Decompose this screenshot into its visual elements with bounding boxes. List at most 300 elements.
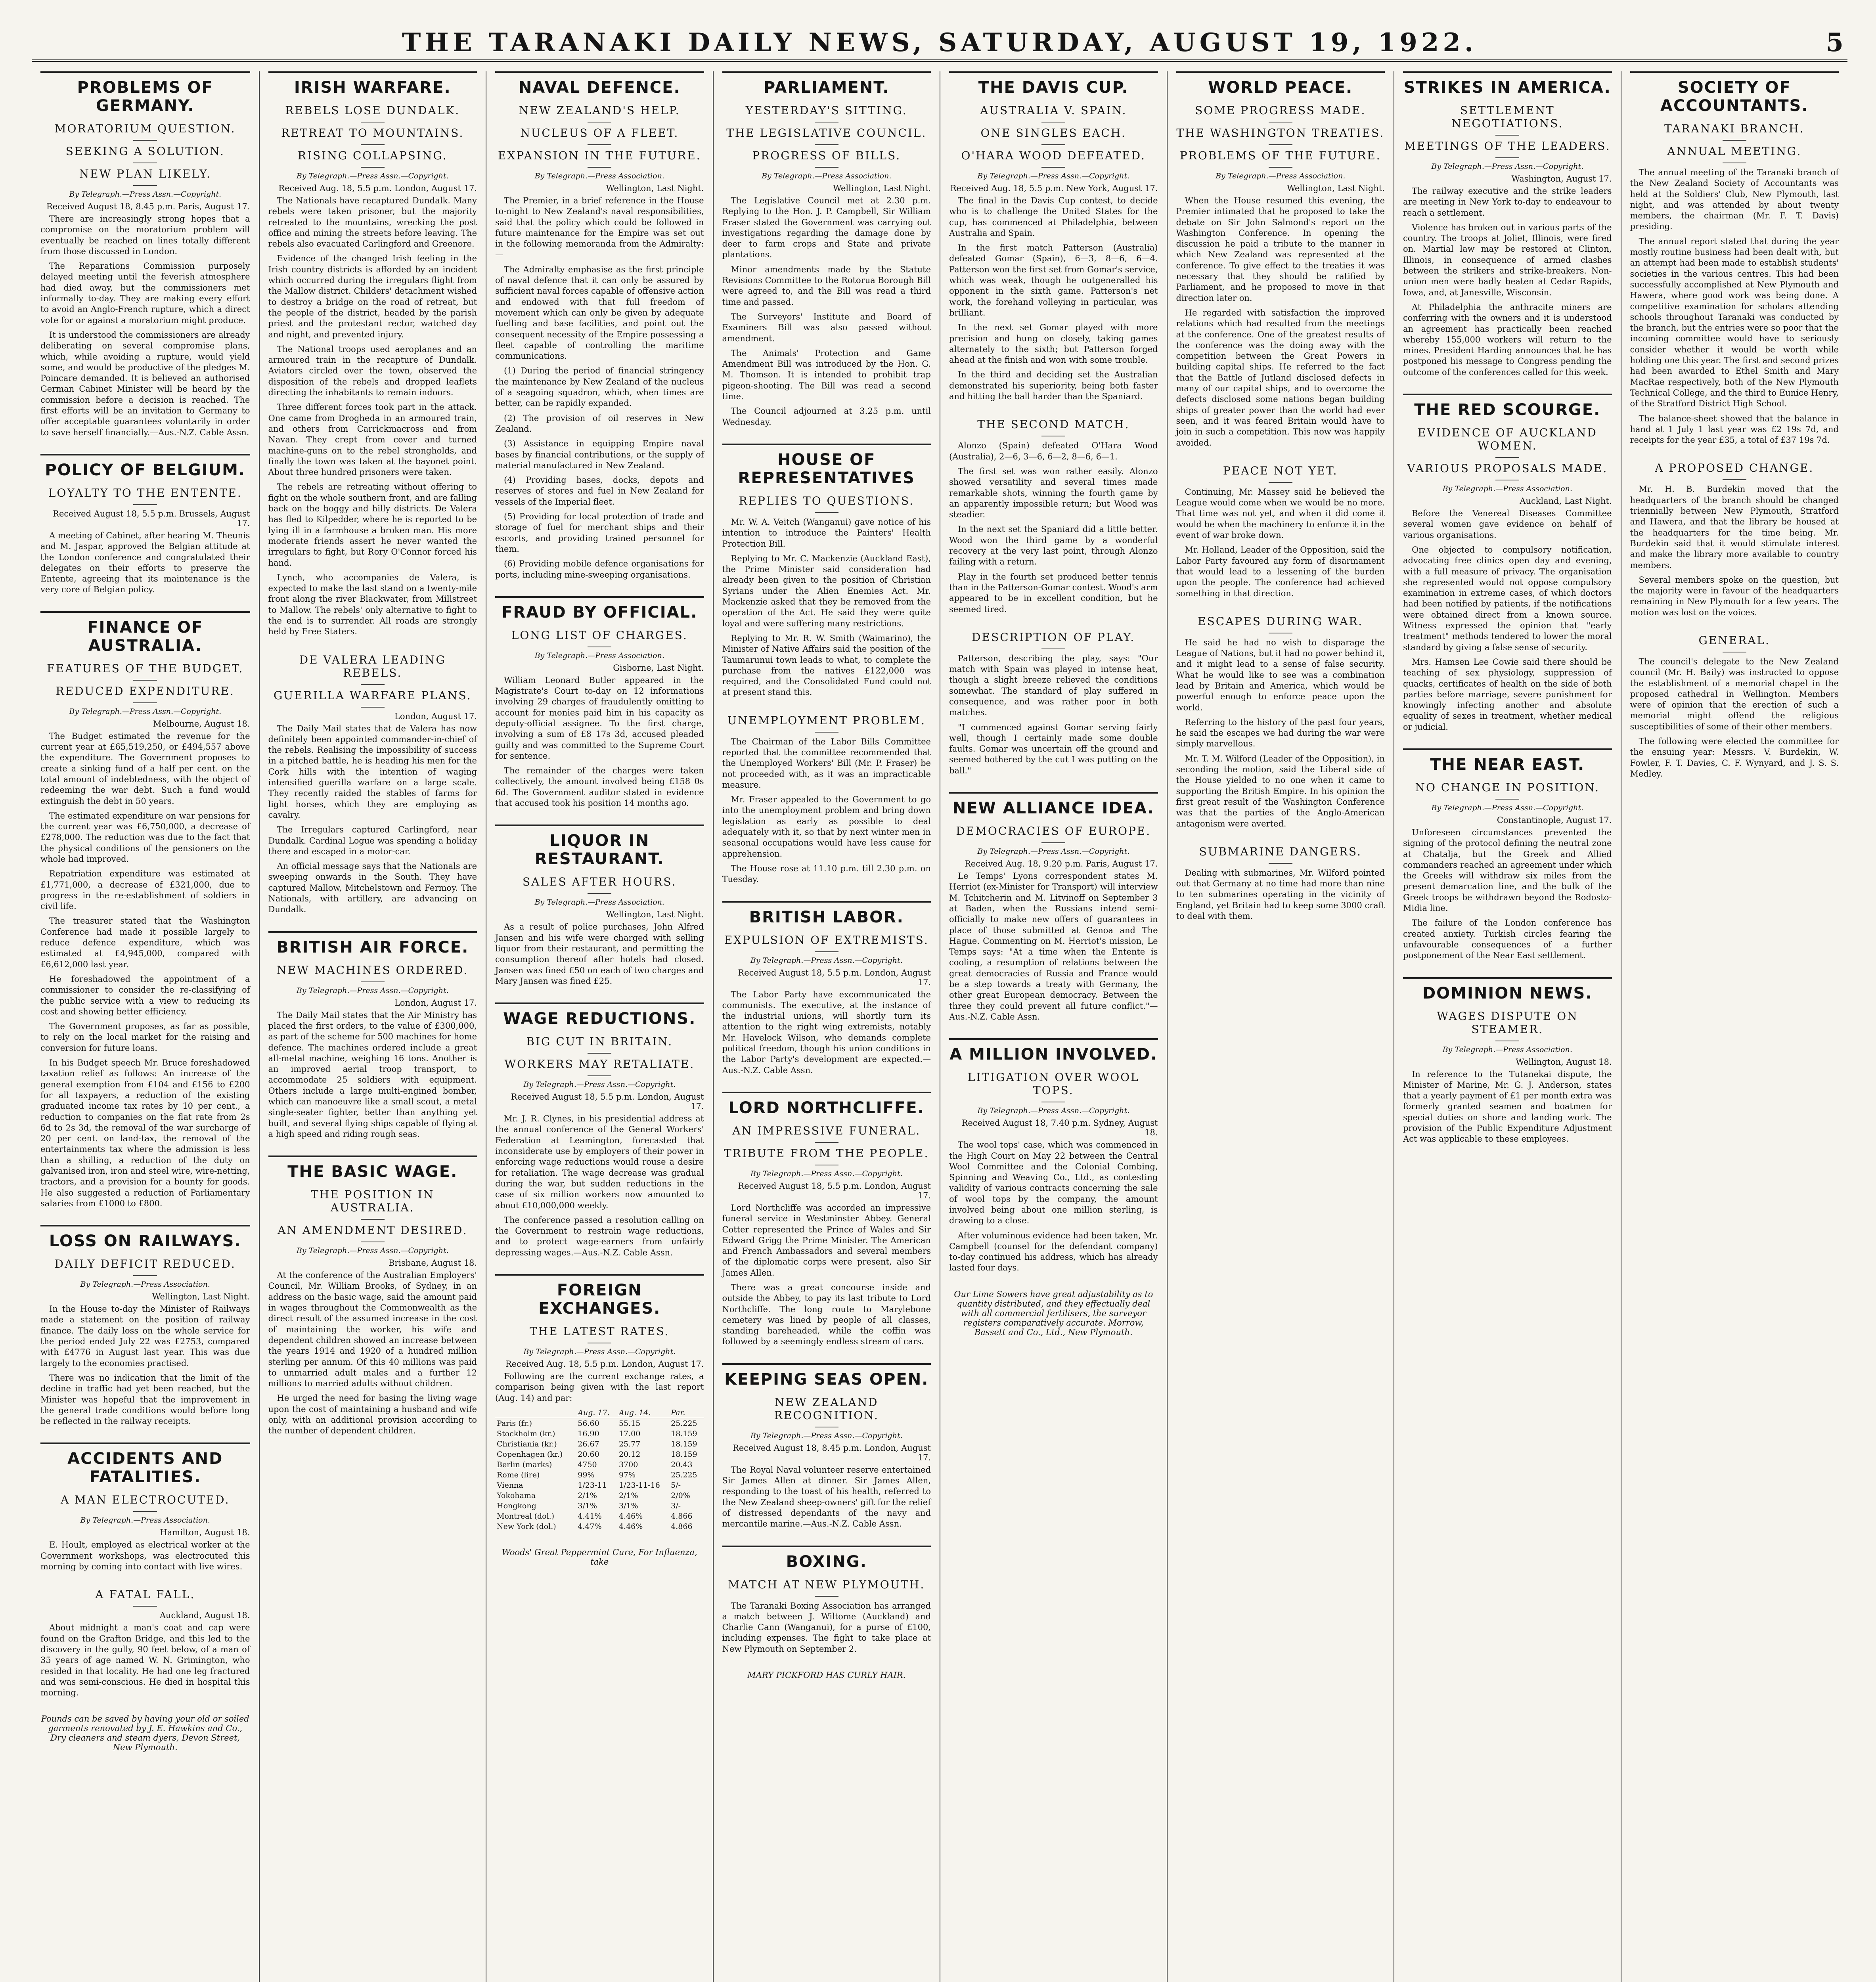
article-paragraph: (6) Providing mobile defence organisations for ports, including mine-sweeping organisations. (495, 559, 704, 580)
article-body (722, 195, 931, 428)
table-cell: 20.43 (671, 1460, 693, 1469)
article-body (40, 530, 250, 595)
article-headline: THE NEAR EAST. (1430, 755, 1585, 774)
article-paragraph: In the next set Gomar played with more precision and hung on closely, taking games alternately to the sixth; but Patterson forged ahead at the finish and won with some trouble. (949, 323, 1158, 365)
table-cell: 4.46% (618, 1522, 643, 1531)
page-number: 5 (1826, 28, 1843, 57)
article-paragraph: Repatriation expenditure was estimated at £1,771,000, a decrease of £321,000, due to progress in the re-establishment of soldiers in civil life. (40, 869, 250, 911)
article-paragraph: Before the Venereal Diseases Committee several women gave evidence on behalf of various organisations. (1403, 509, 1612, 540)
article (495, 825, 704, 987)
article (1176, 845, 1385, 922)
headline-rule (40, 71, 250, 73)
column-content (40, 71, 250, 1758)
table-cell: 97% (618, 1470, 636, 1479)
article-dateline: Brisbane, August 18. (388, 1258, 477, 1268)
article-paragraph: Mr. T. M. Wilford (Leader of the Opposition), in seconding the motion, said the Liberal side of the House yielded to no one when it came to supporting the British Empire. In his opinion the first great result of the Washington Conference was that the parties of the Anglo-American antagonism were averted. (1176, 754, 1385, 828)
table-cell: 18.159 (671, 1450, 697, 1459)
article-subheading: REPLIES TO QUESTIONS. (722, 494, 931, 513)
article-subheading: LOYALTY TO THE ENTENTE. (40, 486, 250, 505)
article-paragraph: In reference to the Tutanekai dispute, the Minister of Marine, Mr. G. J. Anderson, states that a yearly payment of £1 per month extra was formerly granted seamen and boatmen for special duties on shore and landing work. The provision of the Public Expenditure Adjustment Act was applicable to these employees. (1403, 1069, 1612, 1144)
table-head (495, 1408, 704, 1418)
table-header-cell: Par. (669, 1408, 704, 1418)
article-headline: THE BASIC WAGE. (287, 1163, 458, 1181)
article (722, 1363, 931, 1530)
article-paragraph: The Chairman of the Labor Bills Committee reported that the committee recommended that the Unemployed Workers' Bill (Mr. P. Fraser) be not proceeded with, as it was an impracticable measure. (722, 737, 931, 790)
headline-rule (949, 71, 1158, 73)
article-paragraph: The Animals' Protection and Game Amendment Bill was introduced by the Hon. G. M. Thomson. It is intended to prohibit trap pigeon-shooting. The Bill was read a second time. (722, 348, 931, 402)
article-headline: ACCIDENTS AND FATALITIES. (67, 1450, 223, 1486)
article (40, 454, 250, 595)
table-header-cell (495, 1408, 576, 1418)
article (722, 1092, 931, 1347)
article-paragraph: Evidence of the changed Irish feeling in the Irish country districts is afforded by an incident which occurred during the irregulars flight from the Mallow district. Childers' detachment wished to destroy a bridge on the road of retreat, but the people of the district, headed by the parish priest and the protestant rector, watched day and night, and prevented injury. (268, 254, 477, 339)
article (40, 71, 250, 438)
article (268, 71, 477, 637)
article (722, 71, 931, 428)
column-6 (1167, 71, 1394, 1982)
article-body (1630, 167, 1839, 446)
table-cell: 2/0% (671, 1491, 690, 1500)
article-paragraph: There are increasingly strong hopes that a compromise on the moratorium problem will eventually be reached on lines totally different from those discussed in London. (40, 214, 250, 256)
article-byline: By Telegraph.—Press Assn.—Copyright. (69, 190, 222, 199)
article-paragraph: (3) Assistance in equipping Empire naval bases by financial contributions, or the supply of material manufactured in New Zealand. (495, 439, 704, 470)
article (1403, 748, 1612, 961)
table-cell: 20.12 (618, 1450, 641, 1459)
article (495, 596, 704, 809)
article-subheading: REBELS LOSE DUNDALK. (268, 104, 477, 122)
article-paragraph: Several members spoke on the question, but the majority were in favour of the headquarters remaining in New Plymouth for a few years. The motion was lost on the voices. (1630, 575, 1839, 617)
article (949, 71, 1158, 402)
article-headline: LIQUOR IN RESTAURANT. (534, 832, 664, 869)
article-dateline: Received August 18, 8.45 p.m. Paris, August 17. (46, 202, 250, 211)
article-paragraph: The Nationals have recaptured Dundalk. Many rebels were taken prisoner, but the majority retreated to the mountains, wrecking the post office and mining the streets before leaving. The rebels also evacuated Carlingford and Greenore. (268, 196, 477, 249)
article-dateline: Received August 18, 5.5 p.m. London, August 17. (511, 1092, 704, 1112)
article-body (1403, 827, 1612, 961)
article (1630, 71, 1839, 446)
article-subheading: EXPANSION IN THE FUTURE. (495, 149, 704, 168)
article-paragraph: He said he had no wish to disparage the League of Nations, but it had no power behind it, and it might lead to a sense of false security. What he would like to see was a combination lead by Britain and America, which would be powerful enough to enforce peace upon the world. (1176, 637, 1385, 712)
newspaper-columns (32, 71, 1847, 1982)
advertisement: Pounds can be saved by having your old or soiled garments renovated by J. E. Hawkins and Co., Dry cleaners and steam dyers, Devon Street, New Plymouth. (41, 1714, 249, 1752)
table-row (495, 1449, 704, 1460)
article (40, 1225, 250, 1427)
table-row (495, 1521, 704, 1532)
article-byline: By Telegraph.—Press Assn.—Copyright. (296, 986, 449, 995)
article-paragraph: The estimated expenditure on war pensions for the current year was £6,750,000, a decrease of £278,000. The reduction was due to the fact that the physical conditions of the pensioners on the whole had improved. (40, 811, 250, 864)
headline-rule (495, 825, 704, 826)
table-cell: 5/- (671, 1481, 681, 1490)
article-headline: PARLIAMENT. (763, 78, 890, 97)
article (722, 901, 931, 1076)
article-byline: By Telegraph.—Press Assn.—Copyright. (296, 172, 449, 180)
article (1176, 71, 1385, 448)
article-paragraph: Mr. J. R. Clynes, in his presidential address at the annual conference of the General Workers' Federation at Leamington, forecasted that inconsiderate use by employers of their power in enforcing wage reductions would rouse a desire for retaliation. The wage decrease was gradual during the war, but sudden reductions in the case of six million workers now amounted to about £10,000,000 weekly. (495, 1114, 704, 1210)
article-dateline: Wellington, Last Night. (606, 184, 704, 193)
article-dateline: Received August 18, 5.5 p.m. London, August 17. (738, 968, 931, 987)
article-body (1176, 868, 1385, 922)
article-subheading: SOME PROGRESS MADE. (1176, 104, 1385, 122)
article-body (722, 737, 931, 885)
article-body (1630, 656, 1839, 779)
table-cell: 3700 (618, 1460, 638, 1469)
article-paragraph: William Leonard Butler appeared in the Magistrate's Court to-day on 12 informations involving 29 charges of fraudulently omitting to account for monies paid him in his capacity as deputy-official assignee. To the first charge, involving a sum of £8 17s 3d, accused pleaded guilty and was committed to the Supreme Court for sentence. (495, 675, 704, 761)
table-cell: Rome (lire) (497, 1470, 540, 1479)
article-paragraph: The wool tops' case, which was commenced in the High Court on May 22 between the Central Wool Committee and the Colonial Combing, Spinning and Weaving Co., Ltd., as contesting validity of various contracts concerning the sale of wool tops by the company, the amount involved being about one million sterling, is drawing to a close. (949, 1140, 1158, 1226)
article-paragraph: At Philadelphia the anthracite miners are conferring with the owners and it is understood an agreement has practically been reached whereby 155,000 workers will return to the mines. President Harding announces that he has postponed his message to Congress pending the outcome of the conferences called for this week. (1403, 302, 1612, 377)
table-row (495, 1470, 704, 1480)
article (949, 792, 1158, 1022)
table-cell: 25.225 (671, 1470, 697, 1479)
column-content (1403, 71, 1612, 1161)
article-paragraph: Le Temps' Lyons correspondent states M. Herriot (ex-Minister for Transport) will interview M. Tchitcherin and M. Litvinoff on September 3 at Baden, when the Russians intend semi-officially to make new offers of guarantees in place of those submitted at Genoa and The Hague. Commenting on M. Herriot's mission, Le Temps says: "At a time when the Entente is cooling, a resumption of relations between the great democracies of Russia and France would be a step towards a treaty with Germany, the other great European democracy. Between the three they could prevent all future conflict."—Aus.-N.Z. Cable Assn. (949, 871, 1158, 1022)
article-paragraph: He foreshadowed the appointment of a commissioner to consider the re-classifying of the public service with a view to reducing its cost and showing better efficiency. (40, 974, 250, 1016)
article (949, 1038, 1158, 1274)
article-subheading: LITIGATION OVER WOOL TOPS. (949, 1071, 1158, 1102)
headline-rule (268, 1156, 477, 1157)
article-subheading: UNEMPLOYMENT PROBLEM. (722, 714, 931, 733)
article-paragraph: "I commenced against Gomar serving fairly well, though I certainly made some double faults. Gomar was uncertain off the ground and seemed bothered by the cut I was putting on the ball." (949, 722, 1158, 775)
article-subheading: AUSTRALIA V. SPAIN. (949, 104, 1158, 122)
headline-rule (40, 1225, 250, 1226)
article-byline: By Telegraph.—Press Association. (80, 1280, 210, 1289)
article-byline: By Telegraph.—Press Association. (1442, 1045, 1572, 1054)
article-body (268, 1270, 477, 1436)
advertisement: Woods' Great Peppermint Cure, For Influenza, take (502, 1547, 697, 1567)
newspaper-title: THE TARANAKI DAILY NEWS, SATURDAY, AUGUST 19, 1922. (402, 28, 1478, 57)
article-paragraph: The National troops used aeroplanes and an armoured train in the recapture of Dundalk. Aviators circled over the town, observed the disposition of the rebels and dropped leaflets directing the inhabitants to remain indoors. (268, 344, 477, 398)
article (268, 931, 477, 1140)
article-byline: By Telegraph.—Press Assn.—Copyright. (69, 707, 222, 716)
column-4 (713, 71, 940, 1982)
article-body (1403, 508, 1612, 733)
article-subheading: PROGRESS OF BILLS. (722, 149, 931, 168)
table-cell: Stockholm (kr.) (497, 1429, 555, 1438)
table-cell: 3/1% (578, 1501, 597, 1510)
article-paragraph: The final in the Davis Cup contest, to decide who is to challenge the United States for the cup, has commenced at Philadelphia, between Australia and Spain. (949, 196, 1158, 238)
article-body (495, 675, 704, 809)
article-body (40, 1304, 250, 1427)
table-cell: 3/1% (618, 1501, 638, 1510)
table-row (495, 1460, 704, 1470)
article-subheading: O'HARA WOOD DEFEATED. (949, 149, 1158, 168)
column-content (722, 71, 931, 1685)
article-headline: SOCIETY OF ACCOUNTANTS. (1660, 78, 1809, 115)
article-dateline: Hamilton, August 18. (160, 1528, 250, 1538)
article-byline: By Telegraph.—Press Assn.—Copyright. (1431, 803, 1584, 812)
table-body (495, 1418, 704, 1532)
article-paragraph: One objected to compulsory notification, advocating free clinics open day and evening, with a full measure of privacy. The organisation she represented would not oppose compulsory examination in extreme cases, of which doctors had been notified by patients, if the notifications were obtained direct from a known source. Witness expressed the opinion that "early treatment" methods tendered to lower the moral standard by giving a false sense of security. (1403, 545, 1612, 652)
article-subheading: THE LATEST RATES. (495, 1325, 704, 1343)
article-dateline: Received August 18, 5.5 p.m. Brussels, August 17. (53, 509, 250, 528)
article (40, 1588, 250, 1698)
article-headline: WAGE REDUCTIONS. (503, 1010, 696, 1028)
article-subheading: VARIOUS PROPOSALS MADE. (1403, 462, 1612, 480)
article (722, 1546, 931, 1655)
table-cell: New York (dol.) (497, 1522, 556, 1531)
article-body (495, 922, 704, 987)
headline-rule (1630, 71, 1839, 73)
article-paragraph: Lord Northcliffe was accorded an impressive funeral service in Westminster Abbey. General Cotter represented the Prince of Wales and Sir Edward Grigg the Prime Minister. The American and French Ambassadors and several members of the diplomatic corps were present, also Sir James Allen. (722, 1203, 931, 1278)
headline-rule (268, 71, 477, 73)
article (40, 1442, 250, 1572)
article-byline: By Telegraph.—Press Association. (762, 172, 892, 180)
article-body (1403, 1069, 1612, 1145)
article-dateline: Constantinople, August 17. (1497, 815, 1612, 825)
table-cell: Copenhagen (kr.) (497, 1450, 563, 1459)
article (1403, 977, 1612, 1145)
article-headline: BRITISH AIR FORCE. (276, 938, 469, 957)
article-headline: FRAUD BY OFFICIAL. (502, 603, 698, 622)
table-row (495, 1511, 704, 1521)
article-subheading: ANNUAL MEETING. (1630, 145, 1839, 163)
article-subheading: THE POSITION IN AUSTRALIA. (268, 1188, 477, 1220)
article-headline: LORD NORTHCLIFFE. (728, 1098, 925, 1117)
article-paragraph: An official message says that the Nationals are sweeping onwards in the South. They have captured Mallow, Mitchelstown and Fermoy. The Nationals, with artillery, are advancing on Dundalk. (268, 861, 477, 914)
table-row (495, 1490, 704, 1501)
article-headline: THE DAVIS CUP. (978, 78, 1129, 97)
article-dateline: Auckland, August 18. (159, 1611, 250, 1620)
article-paragraph: The Admiralty emphasise as the first principle of naval defence that it can only be assured by sufficient naval forces capable of offensive action and endowed with that full freedom of movement which can only be given by adequate fuelling and base facilities, and point out the consequent necessity of the Empire possessing a fleet capable of controlling the maritime communications. (495, 264, 704, 361)
table-cell: 18.159 (671, 1439, 697, 1448)
article-body (949, 1140, 1158, 1274)
table-cell: Paris (fr.) (497, 1419, 532, 1428)
table-cell: 1/23-11-16 (618, 1481, 660, 1490)
article-paragraph: In the third and deciding set the Australian demonstrated his superiority, being both faster and hitting the ball harder than the Spaniard. (949, 370, 1158, 402)
article-paragraph: (4) Providing bases, docks, depots and reserves of stores and fuel in New Zealand for vessels of the Imperial fleet. (495, 475, 704, 507)
table-cell: 25.77 (618, 1439, 641, 1448)
article-subheading: TARANAKI BRANCH. (1630, 122, 1839, 141)
table-cell: Christiania (kr.) (497, 1439, 557, 1448)
article-paragraph: The rebels are retreating without offering to fight on the whole southern front, and are falling back on the boggy and hilly districts. De Valera has fled to Kilpedder, where he is reported to be lying ill in a farmhouse a broken man. His more moderate friends assert he never wanted the irregulars to fight, but Rory O'Connor forced his hand. (268, 482, 477, 568)
article-paragraph: The railway executive and the strike leaders are meeting in New York to-day to endeavour to reach a settlement. (1403, 186, 1612, 218)
article-paragraph: There was a great concourse inside and outside the Abbey, to pay its last tribute to Lord Northcliffe. The long route to Marylebone cemetery was lined by people of all classes, standing bareheaded, while the coffin was followed by a seemingly endless stream of cars. (722, 1283, 931, 1347)
article-paragraph: Three different forces took part in the attack. One came from Drogheda in an armoured train, and others from Carrickmacross and from Navan. They crept from cover and turned machine-guns on to the rebel strongholds, and finally the town was taken at the bayonet point. About three hundred prisoners were taken. (268, 402, 477, 477)
table-cell: 99% (578, 1470, 595, 1479)
article-headline: FOREIGN EXCHANGES. (538, 1281, 661, 1318)
article-subheading: LONG LIST OF CHARGES. (495, 629, 704, 647)
article-body (40, 1622, 250, 1698)
masthead (32, 28, 1847, 62)
article-dateline: Gisborne, Last Night. (613, 663, 704, 673)
table-cell: 16.90 (578, 1429, 599, 1438)
article-paragraph: The Labor Party have excommunicated the communists. The executive, at the instance of the industrial unions, will shortly turn its attention to the right wing extremists, notably Mr. Havelock Wilson, who demands complete political freedom, though his union conditions in the Labor Party's development are expected.—Aus.-N.Z. Cable Assn. (722, 989, 931, 1075)
article-subheading: SUBMARINE DANGERS. (1176, 845, 1385, 864)
article-body (40, 1540, 250, 1572)
headline-rule (722, 901, 931, 903)
table-cell: 4.41% (578, 1511, 602, 1521)
article-subheading: NEW ZEALAND'S HELP. (495, 104, 704, 122)
article-dateline: Received Aug. 18, 5.5 p.m. London, August 17. (278, 184, 477, 193)
article-body (1176, 487, 1385, 599)
article-byline: By Telegraph.—Press Assn.—Copyright. (977, 172, 1130, 180)
article-headline: THE RED SCOURGE. (1414, 401, 1601, 419)
article (722, 444, 931, 698)
article-paragraph: Mrs. Hamsen Lee Cowie said there should be teaching of sex physiology, suppression of quacks, certificates of health on the side of both parties before marriage, severe punishment for knowingly infecting another and absolute equality of sexes in treatment, whether medical or judicial. (1403, 657, 1612, 732)
article-body (722, 1601, 931, 1655)
article-subheading: THE SECOND MATCH. (949, 418, 1158, 436)
article-subheading: NUCLEUS OF A FLEET. (495, 126, 704, 145)
article-dateline: Wellington, August 18. (1516, 1057, 1612, 1067)
advertisement: MARY PICKFORD HAS CURLY HAIR. (747, 1670, 906, 1680)
column-7 (1394, 71, 1621, 1982)
article-subheading: NEW ZEALAND RECOGNITION. (722, 1396, 931, 1427)
column-1 (32, 71, 259, 1982)
article-subheading: DESCRIPTION OF PLAY. (949, 631, 1158, 649)
headline-rule (495, 596, 704, 598)
headline-rule (495, 1274, 704, 1276)
article-body (268, 1010, 477, 1140)
article-subheading: DE VALERA LEADING REBELS. (268, 653, 477, 685)
table-header-cell: Aug. 14. (617, 1408, 669, 1418)
headline-rule (1403, 394, 1612, 395)
headline-rule (722, 71, 931, 73)
article-subheading: PEACE NOT YET. (1176, 464, 1385, 483)
article-headline: NAVAL DEFENCE. (518, 78, 681, 97)
article-headline: POLICY OF BELGIUM. (45, 461, 246, 479)
article-paragraph: The failure of the London conference has created anxiety. Turkish circles fearing the unfavourable consequences of a further postponement of the Near East settlement. (1403, 918, 1612, 960)
article-headline: IRISH WARFARE. (294, 78, 451, 97)
headline-rule (40, 454, 250, 455)
article-body (1176, 195, 1385, 448)
article-paragraph: In the first match Patterson (Australia) defeated Gomar (Spain), 6—3, 8—6, 6—4. Patterson won the first set from Gomar's service, which was weak, though he outgeneralled his opponent in the sixth game. Patterson's net work, the forehand volleying in particular, was brilliant. (949, 243, 1158, 318)
article-paragraph: The annual meeting of the Taranaki branch of the New Zealand Society of Accountants was held at the Soldiers' Club, New Plymouth, last night, and was attended by about twenty members, the chairman (Mr. F. T. Davis) presiding. (1630, 168, 1839, 231)
article-byline: By Telegraph.—Press Assn.—Copyright. (523, 1080, 676, 1089)
article-dateline: Received Aug. 18, 5.5 p.m. London, August 17. (505, 1359, 704, 1369)
headline-rule (722, 1092, 931, 1093)
article-paragraph: In his Budget speech Mr. Bruce foreshadowed taxation relief as follows: An increase of the general exemption from £104 and £156 to £200 for all taxpayers, a reduction of the existing graduated income tax rates by 10 per cent., a reduction to companies on the flat rate from 2s 6d to 2s 3d, the removal of the war surcharge of 20 per cent. on land-tax, the removal of the entertainments tax where the admission is less than a shilling, a reduction of the duty on galvanised iron, iron and steel wire, wire-netting, tractors, and a provision for a bounty for goods. He also suggested a reduction of Parliamentary salaries from £1000 to £800. (40, 1058, 250, 1208)
article-subheading: ONE SINGLES EACH. (949, 126, 1158, 145)
article-subheading: REDUCED EXPENDITURE. (40, 685, 250, 703)
article-subheading: MORATORIUM QUESTION. (40, 122, 250, 141)
article-body (495, 1371, 704, 1404)
article (268, 1156, 477, 1436)
article-paragraph: Violence has broken out in various parts of the country. The troops at Joliet, Illinois, were fired on. Martial law may be restored at Clinton, Illinois, in consequence of armed clashes between the strikers and strike-breakers. Non-union men were badly beaten at Cedar Rapids, Iowa, and, at Janesville, Wisconsin. (1403, 222, 1612, 297)
table-cell: 3/- (671, 1501, 681, 1510)
article-paragraph: Lynch, who accompanies de Valera, is expected to make the last stand on a twenty-mile front along the river Blackwater, from Millstreet to Mallow. The rebels' only alternative to fight to the end is to surrender. All roads are strongly held by Free Staters. (268, 572, 477, 637)
headline-rule (949, 792, 1158, 794)
table-cell: 2/1% (618, 1491, 638, 1500)
article-subheading: BIG CUT IN BRITAIN. (495, 1035, 704, 1054)
article (1630, 461, 1839, 618)
article-paragraph: It is understood the commissioners are already deliberating on several compromise plans, which, while avoiding a rupture, would yield some, and would be productive of the pledges M. Poincare demanded. It is believed an authorised German Cabinet Minister will be heard by the commission before a decision is reached. The first efforts will be an invitation to Germany to offer acceptable guarantees voluntarily in order to save herself financially.—Aus.-N.Z. Cable Assn. (40, 330, 250, 437)
article-body (949, 871, 1158, 1022)
article-paragraph: The conference passed a resolution calling on the Government to restrain wage reductions, and to protect wage-earners from unfairly depressing wages.—Aus.-N.Z. Cable Assn. (495, 1215, 704, 1257)
article-dateline: Received Aug. 18, 5.5 p.m. New York, August 17. (950, 184, 1158, 193)
article-paragraph: When the House resumed this evening, the Premier intimated that he proposed to take the debate on Sir John Salmond's report on the Washington Conference. In opening the discussion he paid a tribute to the manner in which New Zealand was represented at the conference. To give effect to the treaties it was necessary that they should be ratified by Parliament, and he proposed to move in that direction later on. (1176, 196, 1385, 303)
table-row (495, 1429, 704, 1439)
article (1403, 71, 1612, 378)
table-cell: 4.46% (618, 1511, 643, 1521)
article-headline: STRIKES IN AMERICA. (1403, 78, 1611, 97)
article-subheading: SETTLEMENT NEGOTIATIONS. (1403, 104, 1612, 136)
article-paragraph: The remainder of the charges were taken collectively, the amount involved being £158 0s 6d. The Government auditor stated in evidence that accused took his position 14 months ago. (495, 766, 704, 808)
article-subheading: EXPULSION OF EXTREMISTS. (722, 934, 931, 952)
headline-rule (722, 1363, 931, 1365)
article-subheading: FEATURES OF THE BUDGET. (40, 662, 250, 681)
article-dateline: Wellington, Last Night. (833, 184, 931, 193)
article-byline: By Telegraph.—Press Association. (534, 898, 664, 907)
article-subheading: DEMOCRACIES OF EUROPE. (949, 825, 1158, 843)
article-headline: NEW ALLIANCE IDEA. (952, 799, 1154, 818)
article-paragraph: Dealing with submarines, Mr. Wilford pointed out that Germany at no time had more than nine to ten submarines operating in the vicinity of England, yet Britain had to keep some 3000 craft to deal with them. (1176, 868, 1385, 921)
exchange-rates-table (495, 1408, 704, 1532)
article-dateline: London, August 17. (394, 711, 477, 721)
article-body (40, 731, 250, 1209)
article-subheading: MEETINGS OF THE LEADERS. (1403, 140, 1612, 158)
article-headline: BRITISH LABOR. (749, 908, 904, 926)
table-cell: 56.60 (578, 1419, 599, 1428)
article-paragraph: The Daily Mail states that the Air Ministry has placed the first orders, to the value of £300,000, as part of the scheme for 500 machines for home defence. The machines ordered include a great all-metal machine, weighing 16 tons. Another is an improved aerial troop transport, to accommodate 25 soldiers with equipment. Others include a large multi-engined bomber, which can manoeuvre like a small scout, a metal single-seater fighter, better than anything yet built, and several flying ships capable of flying at a high speed and riding rough seas. (268, 1010, 477, 1139)
article-subheading: NEW MACHINES ORDERED. (268, 964, 477, 982)
article-body (1176, 637, 1385, 829)
column-content (495, 71, 704, 1572)
article-body (949, 440, 1158, 614)
headline-rule (949, 1038, 1158, 1040)
article-paragraph: After voluminous evidence had been taken, Mr. Campbell (counsel for the defendant company) to-day continued his address, which has already lasted four days. (949, 1230, 1158, 1273)
column-content (1630, 71, 1839, 795)
article-subheading: A PROPOSED CHANGE. (1630, 461, 1839, 480)
article-subheading: RETREAT TO MOUNTAINS. (268, 126, 477, 145)
headline-rule (40, 611, 250, 613)
article-dateline: Received Aug. 18, 9.20 p.m. Paris, August 17. (965, 859, 1158, 869)
table-row (495, 1439, 704, 1449)
article (949, 631, 1158, 776)
headline-rule (1403, 748, 1612, 750)
article-byline: By Telegraph.—Press Assn.—Copyright. (750, 1431, 903, 1440)
table-cell: 4.47% (578, 1522, 602, 1531)
article-paragraph: The Premier, in a brief reference in the House to-night to New Zealand's naval responsibilities, said that the policy which could be followed in future maintenance for the Empire was set out in the following memoranda from the Admiralty:— (495, 196, 704, 260)
article-subheading: TRIBUTE FROM THE PEOPLE. (722, 1147, 931, 1165)
article (1403, 394, 1612, 733)
article-paragraph: Continuing, Mr. Massey said he believed the League would come when we would be no more. That time was not yet, and when it did come it would be when the machinery to enforce it in the event of war broke down. (1176, 487, 1385, 540)
article-subheading: NEW PLAN LIKELY. (40, 167, 250, 186)
article-subheading: WORKERS MAY RETALIATE. (495, 1058, 704, 1076)
column-8 (1621, 71, 1848, 1982)
article-paragraph: As a result of police purchases, John Alfred Jansen and his wife were charged with selling liquor from their restaurant, and permitting the consumption thereof after hotels had closed. Jansen was fined £50 on each of two charges and Mary Jansen was fined £25. (495, 922, 704, 986)
article-body (1630, 484, 1839, 618)
article-paragraph: Following are the current exchange rates, a comparison being given with the last report (Aug. 14) and par: (495, 1372, 704, 1403)
article-paragraph: The House rose at 11.10 p.m. till 2.30 p.m. on Tuesday. (722, 863, 931, 884)
article-body (722, 1203, 931, 1347)
article-byline: By Telegraph.—Press Assn.—Copyright. (977, 1106, 1130, 1115)
article-subheading: SEEKING A SOLUTION. (40, 145, 250, 163)
column-2 (259, 71, 486, 1982)
table-cell: 17.00 (618, 1429, 641, 1438)
article-subheading: WAGES DISPUTE ON STEAMER. (1403, 1010, 1612, 1041)
column-content (268, 71, 477, 1452)
article-paragraph: Minor amendments made by the Statute Revisions Committee to the Rotorua Borough Bill were agreed to, and the Bill was read a third time and passed. (722, 264, 931, 307)
article-paragraph: The Irregulars captured Carlingford, near Dundalk. Cardinal Logue was spending a holiday there and escaped in a motor-car. (268, 825, 477, 856)
article (1176, 615, 1385, 829)
article-byline: By Telegraph.—Press Association. (534, 651, 664, 660)
article-headline: WORLD PEACE. (1208, 78, 1353, 97)
table-cell: Hongkong (497, 1501, 536, 1510)
article-subheading: DAILY DEFICIT REDUCED. (40, 1257, 250, 1276)
article-subheading: GENERAL. (1630, 634, 1839, 652)
article-body (722, 1465, 931, 1530)
article (495, 1002, 704, 1258)
article-headline: FINANCE OF AUSTRALIA. (87, 618, 203, 655)
article-subheading: AN IMPRESSIVE FUNERAL. (722, 1124, 931, 1143)
article-byline: By Telegraph.—Press Association. (534, 172, 664, 180)
table-row (495, 1501, 704, 1511)
article-paragraph: The first set was won rather easily. Alonzo showed versatility and several times made remarkable shots, winning the fourth game by an apparently impossible return; but Wood was steadier. (949, 466, 1158, 520)
article (722, 714, 931, 885)
article-dateline: Received August 18, 7.40 p.m. Sydney, August 18. (961, 1118, 1158, 1138)
headline-rule (268, 931, 477, 933)
article-paragraph: The Government proposes, as far as possible, to rely on the local market for the raising and conversion for future loans. (40, 1022, 250, 1053)
headline-rule (722, 1546, 931, 1547)
